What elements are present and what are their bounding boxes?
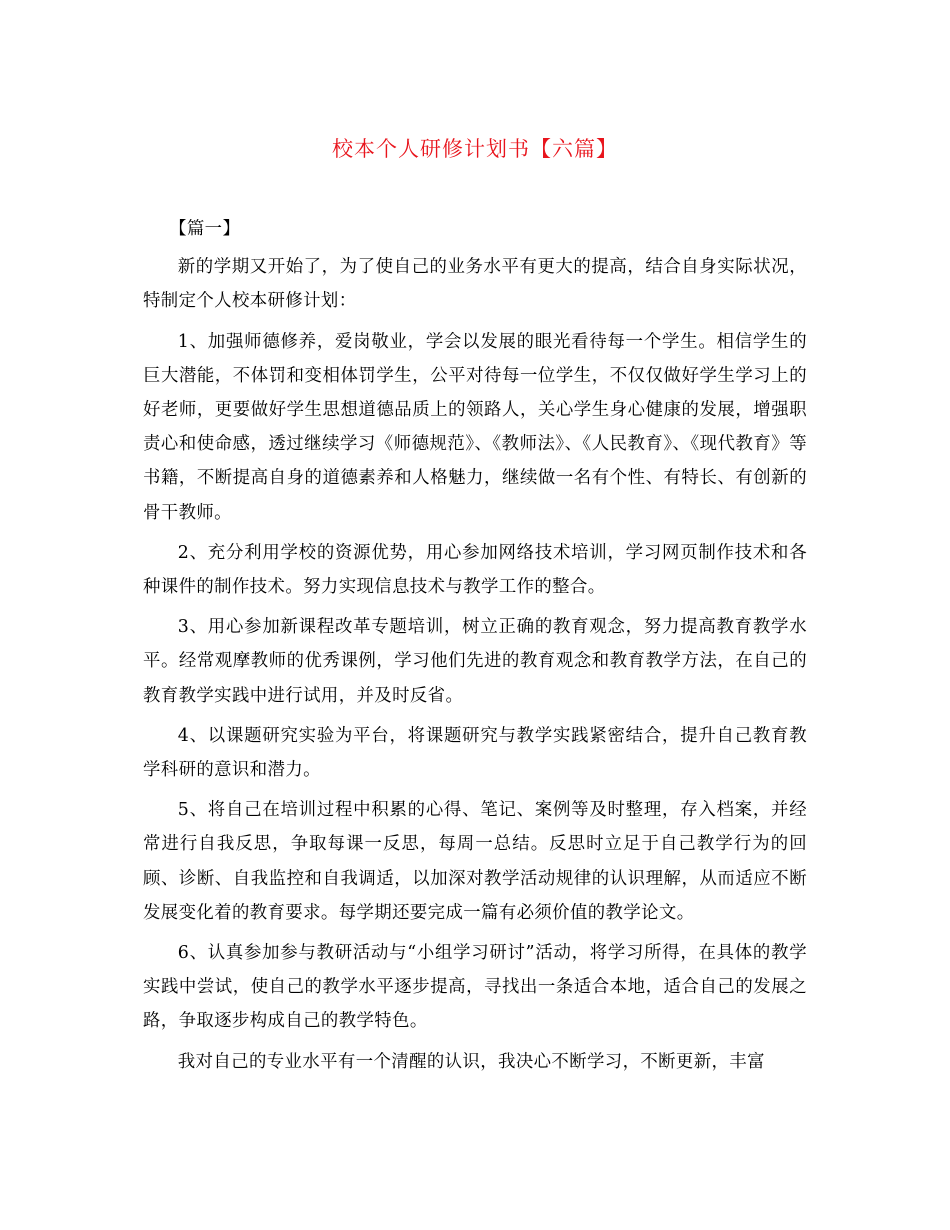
document-title: 校本个人研修计划书【六篇】 [332, 137, 618, 161]
paragraph-item-1: 1、加强师德修养，爱岗敬业，学会以发展的眼光看待每一个学生。相信学生的巨大潜能，不体罚和变相体罚学生，公平对待每一位学生，不仅仅做好学生学习上的好老师，更要做好学生思想道德品质上的领路人，关心学生身心健康的发展，增强职责心和使命感，透过继续学习《师德规范》、《教师法》、《人民教育》、《现代教育》等书籍，不断提高自身的道德素养和人格魅力，继续做一名有个性、有特长、有创新的骨干教师。 [143, 331, 807, 523]
paragraph-item-3: 3、用心参加新课程改革专题培训，树立正确的教育观念，努力提高教育教学水平。经常观摩教师的优秀课例，学习他们先进的教育观念和教育教学方法，在自己的教育教学实践中进行试用，并及时反省。 [143, 617, 807, 706]
paragraph-closing: 我对自己的专业水平有一个清醒的认识，我决心不断学习，不断更新，丰富 [177, 1051, 765, 1072]
section-label: 【篇一】 [169, 219, 241, 239]
paragraph-item-5: 5、将自己在培训过程中积累的心得、笔记、案例等及时整理，存入档案，并经常进行自我反思，争取每课一反思，每周一总结。反思时立足于自己教学行为的回顾、诊断、自我监控和自我调适，以加深对教学活动规律的认识理解，从而适应不断发展变化着的教育要求。每学期还要完成一篇有必须价值的教学论文。 [143, 800, 807, 923]
paragraph-intro: 新的学期又开始了，为了使自己的业务水平有更大的提高，结合自身实际状况，特制定个人校本研修计划： [143, 257, 807, 312]
paragraph-item-4: 4、以课题研究实验为平台，将课题研究与教学实践紧密结合，提升自己教育教学科研的意识和潜力。 [143, 725, 807, 781]
document-body [143, 212, 807, 1085]
paragraph-item-6: 6、认真参加参与教研活动与“小组学习研讨”活动，将学习所得，在具体的教学实践中尝试，使自己的教学水平逐步提高，寻找出一条适合本地，适合自己的发展之路，争取逐步构成自己的教学特色。 [143, 943, 807, 1032]
paragraph-item-2: 2、充分利用学校的资源优势，用心参加网络技术培训，学习网页制作技术和各种课件的制作技术。努力实现信息技术与教学工作的整合。 [143, 542, 807, 598]
